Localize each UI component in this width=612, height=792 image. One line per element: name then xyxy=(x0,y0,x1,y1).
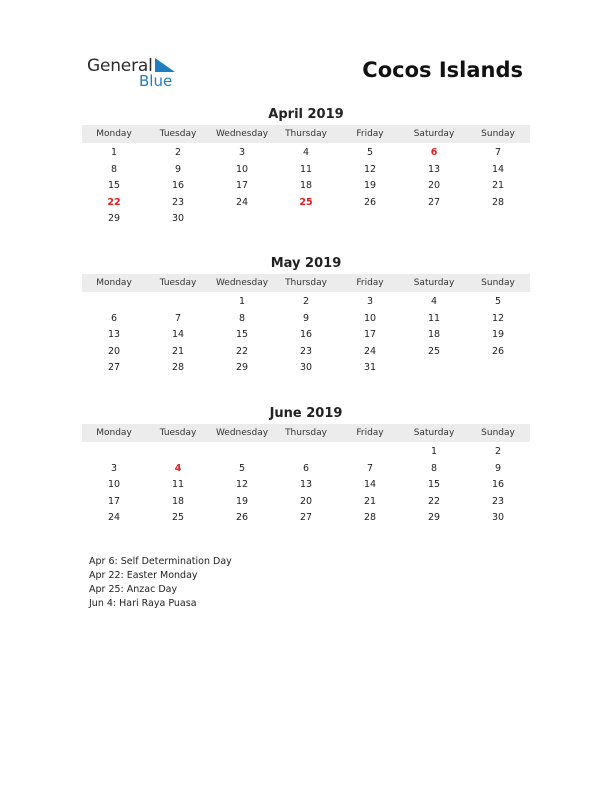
day-cell: 12 xyxy=(235,479,249,490)
day-cell: 24 xyxy=(235,196,249,208)
weekday-label: Monday xyxy=(96,278,132,288)
day-cell: 5 xyxy=(494,296,502,307)
day-cell: 16 xyxy=(491,479,505,490)
day-cell: 3 xyxy=(110,462,118,474)
week-row xyxy=(82,360,530,377)
month-title: May 2019 xyxy=(270,256,342,271)
day-cell xyxy=(82,294,146,311)
day-cell: 26 xyxy=(235,512,249,523)
day-cell: 9 xyxy=(174,163,182,175)
day-cell: 11 xyxy=(299,163,313,175)
day-cell: 29 xyxy=(427,512,441,523)
day-cell: 22 xyxy=(235,345,249,357)
weekday-label: Tuesday xyxy=(159,428,197,438)
day-cell: 26 xyxy=(363,196,377,208)
day-cell: 25 xyxy=(427,345,441,357)
month-april xyxy=(82,106,530,228)
day-cell xyxy=(82,444,146,461)
day-cell: 29 xyxy=(107,213,121,224)
day-cell: 21 xyxy=(171,345,185,357)
day-cell xyxy=(274,211,338,228)
week-row xyxy=(82,311,530,328)
day-cell xyxy=(210,211,274,228)
day-cell: 3 xyxy=(238,147,246,158)
weekday-label: Saturday xyxy=(413,428,455,438)
day-cell xyxy=(146,294,210,311)
day-cell: 5 xyxy=(366,147,374,158)
weekday-label: Monday xyxy=(96,129,132,139)
day-cell: 5 xyxy=(238,462,246,474)
day-cell: 10 xyxy=(363,312,377,324)
weekday-label: Wednesday xyxy=(215,278,269,288)
day-cell xyxy=(402,211,466,228)
day-cell: 4 xyxy=(302,147,310,158)
day-cell: 9 xyxy=(494,462,502,474)
holiday-item: Apr 6: Self Determination Day xyxy=(89,556,232,567)
day-cell: 19 xyxy=(235,495,249,507)
week-row xyxy=(82,477,530,494)
holiday-day-cell: 6 xyxy=(430,147,438,158)
month-may xyxy=(82,255,530,377)
day-cell: 12 xyxy=(491,312,505,324)
week-row xyxy=(82,461,530,478)
day-cell: 30 xyxy=(171,213,185,224)
weekday-label: Thursday xyxy=(285,428,327,438)
day-cell: 1 xyxy=(430,446,438,457)
week-row xyxy=(82,327,530,344)
weekday-label: Tuesday xyxy=(159,129,197,139)
holiday-day-cell: 4 xyxy=(174,462,182,474)
month-title: June 2019 xyxy=(269,406,343,421)
day-cell: 23 xyxy=(491,495,505,507)
weekday-label: Friday xyxy=(356,278,384,288)
day-cell: 27 xyxy=(427,196,441,208)
day-cell: 23 xyxy=(171,196,185,208)
day-cell: 25 xyxy=(171,512,185,523)
day-cell: 20 xyxy=(427,180,441,191)
day-cell: 28 xyxy=(363,512,377,523)
weekday-label: Tuesday xyxy=(159,278,197,288)
week-row xyxy=(82,195,530,212)
day-cell: 2 xyxy=(494,446,502,457)
day-cell: 19 xyxy=(491,329,505,340)
logo-general-text: General xyxy=(87,56,153,76)
holiday-day-cell: 25 xyxy=(299,196,313,208)
day-cell: 22 xyxy=(427,495,441,507)
week-row xyxy=(82,145,530,162)
day-cell: 20 xyxy=(107,345,121,357)
day-cell: 10 xyxy=(235,163,249,175)
day-cell: 12 xyxy=(363,163,377,175)
weekday-label: Friday xyxy=(356,428,384,438)
day-cell: 24 xyxy=(363,345,377,357)
day-cell: 17 xyxy=(235,180,249,191)
weekday-header xyxy=(82,274,530,292)
day-cell: 23 xyxy=(299,345,313,357)
day-cell: 15 xyxy=(107,180,121,191)
day-cell xyxy=(466,211,530,228)
day-cell: 28 xyxy=(491,196,505,208)
day-cell: 14 xyxy=(363,479,377,490)
weekday-label: Wednesday xyxy=(215,428,269,438)
day-cell: 26 xyxy=(491,345,505,357)
day-cell: 11 xyxy=(427,312,441,324)
day-cell: 13 xyxy=(299,479,313,490)
day-cell: 14 xyxy=(491,163,505,175)
holiday-day-cell: 22 xyxy=(107,196,121,208)
day-cell xyxy=(466,360,530,377)
week-row xyxy=(82,510,530,527)
month-june xyxy=(82,405,530,527)
weekday-label: Friday xyxy=(356,129,384,139)
weekday-label: Sunday xyxy=(481,428,515,438)
week-row xyxy=(82,344,530,361)
weekday-label: Sunday xyxy=(481,129,515,139)
holiday-list xyxy=(89,555,232,611)
day-cell: 3 xyxy=(366,296,374,307)
day-cell: 30 xyxy=(299,362,313,373)
weekday-label: Sunday xyxy=(481,278,515,288)
day-cell xyxy=(338,211,402,228)
day-cell: 8 xyxy=(238,312,246,324)
day-cell: 10 xyxy=(107,479,121,490)
day-cell: 7 xyxy=(366,462,374,474)
day-cell: 15 xyxy=(235,329,249,340)
day-cell: 13 xyxy=(107,329,121,340)
country-title: Cocos Islands xyxy=(362,58,523,82)
day-cell: 2 xyxy=(174,147,182,158)
holiday-item: Jun 4: Hari Raya Puasa xyxy=(89,598,197,609)
day-cell xyxy=(402,360,466,377)
day-cell: 20 xyxy=(299,495,313,507)
day-cell: 6 xyxy=(110,312,118,324)
logo-blue-text: Blue xyxy=(139,72,173,90)
day-cell: 14 xyxy=(171,329,185,340)
day-cell: 6 xyxy=(302,462,310,474)
week-row xyxy=(82,494,530,511)
weekday-label: Saturday xyxy=(413,278,455,288)
weekday-label: Wednesday xyxy=(215,129,269,139)
day-cell: 8 xyxy=(110,163,118,175)
day-cell: 21 xyxy=(363,495,377,507)
day-cell: 1 xyxy=(238,296,246,307)
weekday-header xyxy=(82,424,530,442)
day-cell: 9 xyxy=(302,312,310,324)
logo xyxy=(87,56,187,92)
day-cell: 13 xyxy=(427,163,441,175)
day-cell: 18 xyxy=(427,329,441,340)
day-cell: 7 xyxy=(494,147,502,158)
weekday-label: Monday xyxy=(96,428,132,438)
day-cell: 28 xyxy=(171,362,185,373)
week-row xyxy=(82,294,530,311)
day-cell: 19 xyxy=(363,180,377,191)
day-cell: 29 xyxy=(235,362,249,373)
day-cell: 4 xyxy=(430,296,438,307)
day-cell: 16 xyxy=(299,329,313,340)
day-cell: 15 xyxy=(427,479,441,490)
weekday-label: Thursday xyxy=(285,129,327,139)
day-cell: 30 xyxy=(491,512,505,523)
day-cell: 27 xyxy=(299,512,313,523)
day-cell: 2 xyxy=(302,296,310,307)
weekday-label: Saturday xyxy=(413,129,455,139)
week-row xyxy=(82,162,530,179)
day-cell: 1 xyxy=(110,147,118,158)
day-cell: 16 xyxy=(171,180,185,191)
day-cell: 7 xyxy=(174,312,182,324)
week-row xyxy=(82,178,530,195)
day-cell: 17 xyxy=(107,495,121,507)
day-cell: 18 xyxy=(171,495,185,507)
day-cell: 17 xyxy=(363,329,377,340)
day-cell xyxy=(274,444,338,461)
day-cell xyxy=(210,444,274,461)
week-row xyxy=(82,444,530,461)
day-cell: 18 xyxy=(299,180,313,191)
day-cell: 24 xyxy=(107,512,121,523)
holiday-item: Apr 25: Anzac Day xyxy=(89,584,178,595)
day-cell: 21 xyxy=(491,180,505,191)
month-title: April 2019 xyxy=(268,107,344,122)
day-cell: 27 xyxy=(107,362,121,373)
weekday-header xyxy=(82,125,530,143)
day-cell xyxy=(338,444,402,461)
day-cell: 8 xyxy=(430,462,438,474)
day-cell: 31 xyxy=(363,362,377,373)
weekday-label: Thursday xyxy=(285,278,327,288)
holiday-item: Apr 22: Easter Monday xyxy=(89,570,198,581)
week-row xyxy=(82,211,530,228)
day-cell: 11 xyxy=(171,479,185,490)
day-cell xyxy=(146,444,210,461)
